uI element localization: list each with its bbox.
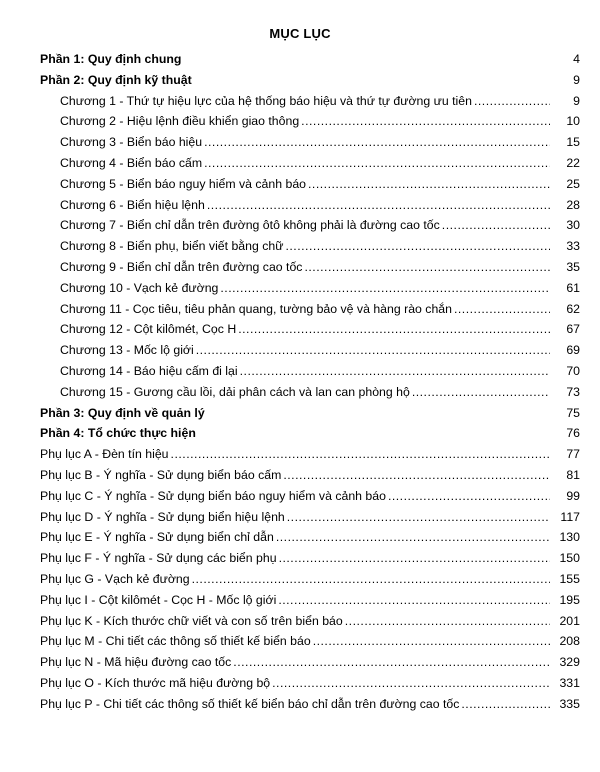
toc-entry-page: 155 [559,571,580,586]
toc-entry-page: 130 [559,530,580,545]
toc-entry-page: 331 [559,675,580,690]
dot-leader [287,510,550,524]
toc-entry[interactable] [40,281,580,302]
toc-entry-label: Chương 6 - Biển hiệu lệnh [60,197,205,212]
toc-entry[interactable] [40,52,580,73]
toc-entry-label: Phụ lục O - Kích thước mã hiệu đường bộ [40,675,271,690]
dot-leader [474,94,550,108]
toc-entry[interactable] [40,198,580,219]
toc-entry[interactable] [40,385,580,406]
toc-entry[interactable] [40,73,580,94]
toc-entry-page: 67 [566,322,580,337]
toc-entry-page: 30 [566,218,580,233]
dot-leader [204,135,550,149]
toc-entry-label: Chương 7 - Biển chỉ dẫn trên đường ôtô không phải là đường cao tốc [60,218,440,233]
toc-entry-page: 73 [566,384,580,399]
dot-leader [220,281,550,295]
toc-entry-page: 201 [559,613,580,628]
toc-entry-label: Phần 2: Quy định kỹ thuật [40,72,192,87]
dot-leader [238,322,550,336]
toc-entry-page: 62 [566,301,580,316]
toc-entry-label: Chương 12 - Cột kilômét, Cọc H [60,322,237,337]
dot-leader [276,530,550,544]
toc-entry-label: Phụ lục B - Ý nghĩa - Sử dụng biển báo cấm [40,467,282,482]
dot-leader [461,697,550,711]
toc-entry-label: Phụ lục I - Cột kilômét - Cọc H - Mốc lộ giới [40,592,277,607]
toc-entry-label: Chương 14 - Báo hiệu cấm đi lại [60,363,238,378]
toc-entry-label: Phụ lục P - Chi tiết các thông số thiết kế biển báo chỉ dẫn trên đường cao tốc [40,696,460,711]
toc-entry[interactable] [40,572,580,593]
dot-leader [279,551,550,565]
toc-entry-page: 69 [566,343,580,358]
toc-entry-page: 10 [566,114,580,129]
toc-entry[interactable] [40,426,580,447]
toc-entry-page: 208 [559,634,580,649]
toc-entry-label: Chương 4 - Biển báo cấm [60,155,203,170]
toc-entry[interactable] [40,593,580,614]
toc-entry-page: 75 [566,405,580,420]
toc-entry-page: 195 [559,592,580,607]
toc-entry-page: 77 [566,447,580,462]
toc-entry-page: 99 [566,488,580,503]
dot-leader [207,198,550,212]
toc-entry[interactable] [40,177,580,198]
toc-entry-page: 9 [573,93,580,108]
toc-entry-label: Chương 3 - Biển báo hiệu [60,135,203,150]
toc-entry[interactable] [40,260,580,281]
toc-entry-page: 28 [566,197,580,212]
toc-entry[interactable] [40,530,580,551]
dot-leader [304,260,550,274]
toc-entry-page: 15 [566,135,580,150]
toc-entry-label: Chương 1 - Thứ tự hiệu lực của hệ thống báo hiệu và thứ tự đường ưu tiên [60,93,472,108]
toc-entry[interactable] [40,364,580,385]
toc-entry-page: 9 [573,72,580,87]
toc-entry-page: 22 [566,155,580,170]
dot-leader [204,156,550,170]
toc-entry[interactable] [40,239,580,260]
dot-leader [388,489,550,503]
toc-entry[interactable] [40,94,580,115]
dot-leader [442,218,550,232]
toc-entry-label: Phụ lục G - Vạch kẻ đường [40,571,190,586]
toc-entry-label: Chương 11 - Cọc tiêu, tiêu phản quang, tường bảo vệ và hàng rào chắn [60,301,452,316]
toc-entry-label: Chương 10 - Vạch kẻ đường [60,280,219,295]
toc-entry-page: 61 [566,280,580,295]
toc-entry-page: 329 [559,655,580,670]
dot-leader [345,614,550,628]
dot-leader [308,177,550,191]
toc-entry-page: 25 [566,176,580,191]
toc-entry[interactable] [40,676,580,697]
toc-entry-label: Phụ lục D - Ý nghĩa - Sử dụng biển hiệu lệnh [40,509,285,524]
toc-entry[interactable] [40,156,580,177]
toc-entry[interactable] [40,489,580,510]
toc-entry[interactable] [40,302,580,323]
toc-entry-label: Chương 9 - Biển chỉ dẫn trên đường cao tốc [60,259,303,274]
toc-entry[interactable] [40,322,580,343]
toc-entry-page: 117 [560,509,580,524]
toc-entry[interactable] [40,218,580,239]
dot-leader [285,239,550,253]
toc-entry-label: Phụ lục N - Mã hiệu đường cao tốc [40,655,232,670]
toc-entry-label: Chương 13 - Mốc lộ giới [60,343,194,358]
page-title: MỤC LỤC [269,26,331,41]
toc-entry-label: Chương 2 - Hiệu lệnh điều khiển giao thông [60,114,300,129]
dot-leader [192,572,550,586]
toc-entry[interactable] [40,135,580,156]
toc-entry-page: 70 [566,363,580,378]
toc-entry[interactable] [40,406,580,427]
dot-leader [454,302,550,316]
dot-leader [313,634,550,648]
dot-leader [233,655,550,669]
toc-entry[interactable] [40,634,580,655]
toc-entry-label: Phần 1: Quy định chung [40,52,182,66]
table-of-contents [40,52,580,718]
toc-entry[interactable] [40,343,580,364]
toc-entry-page: 81 [566,467,580,482]
toc-entry-label: Phụ lục E - Ý nghĩa - Sử dụng biển chỉ dẫn [40,530,274,545]
toc-entry-page: 76 [566,426,580,441]
toc-entry[interactable] [40,697,580,718]
dot-leader [240,364,550,378]
dot-leader [278,593,550,607]
toc-entry-page: 335 [559,696,580,711]
toc-entry-label: Chương 8 - Biển phụ, biển viết bằng chữ [60,239,284,254]
dot-leader [283,468,550,482]
toc-entry-label: Phụ lục F - Ý nghĩa - Sử dụng các biển phụ [40,551,277,566]
toc-entry-label: Phần 3: Quy định về quản lý [40,405,205,420]
toc-entry-label: Phụ lục M - Chi tiết các thông số thiết kế biển báo [40,634,311,649]
dot-leader [272,676,550,690]
toc-entry[interactable] [40,468,580,489]
dot-leader [412,385,550,399]
toc-entry-page: 33 [566,239,580,254]
toc-entry[interactable] [40,447,580,468]
dot-leader [196,343,550,357]
toc-entry[interactable] [40,510,580,531]
toc-entry[interactable] [40,114,580,135]
toc-entry-label: Phụ lục K - Kích thước chữ viết và con số trên biển báo [40,613,343,628]
dot-leader [301,114,550,128]
toc-entry-label: Phụ lục A - Đèn tín hiệu [40,447,169,462]
toc-entry-label: Phần 4: Tổ chức thực hiện [40,426,196,441]
toc-entry-label: Phụ lục C - Ý nghĩa - Sử dụng biển báo nguy hiểm và cảnh báo [40,488,386,503]
toc-entry[interactable] [40,614,580,635]
toc-entry-label: Chương 5 - Biển báo nguy hiểm và cảnh báo [60,176,306,191]
dot-leader [171,447,550,461]
toc-entry-page: 150 [559,551,580,566]
toc-entry[interactable] [40,655,580,676]
toc-entry-page: 4 [573,52,580,66]
toc-entry[interactable] [40,551,580,572]
toc-entry-label: Chương 15 - Gương cầu lồi, dải phân cách và lan can phòng hộ [60,384,410,399]
toc-entry-page: 35 [566,259,580,274]
